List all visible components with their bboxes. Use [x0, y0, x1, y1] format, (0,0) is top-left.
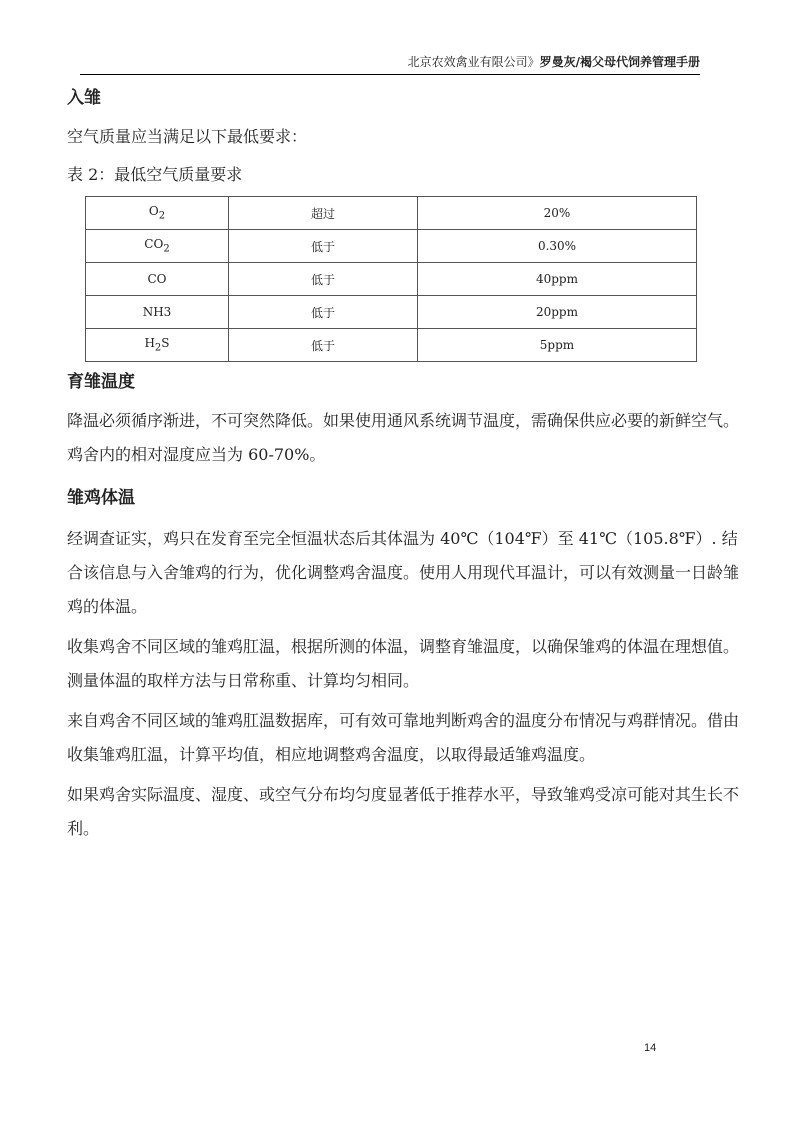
- condition-cell: 低于: [229, 230, 418, 263]
- air-quality-intro: 空气质量应当满足以下最低要求：: [67, 127, 308, 146]
- condition-cell: 低于: [229, 329, 418, 362]
- gas-cell: $H_2S$: [86, 329, 229, 362]
- value-cell: 0.30%: [418, 230, 697, 263]
- page-header: [80, 52, 700, 75]
- condition-cell: 超过: [229, 197, 418, 230]
- table-row: [86, 329, 697, 362]
- table-caption: 表 2：最低空气质量要求: [67, 165, 243, 184]
- table-row: [86, 197, 697, 230]
- body-temp-paragraph: 来自鸡舍不同区域的雏鸡肛温数据库，可有效可靠地判断鸡舍的温度分布情况与鸡群情况。借由收集雏鸡肛温，计算平均值，相应地调整鸡舍温度，以取得最适雏鸡温度。: [67, 711, 740, 764]
- table-row: [86, 263, 697, 296]
- value-cell: 5ppm: [418, 329, 697, 362]
- body-temp-paragraph: 收集鸡舍不同区域的雏鸡肛温，根据所测的体温，调整育雏温度，以确保雏鸡的体温在理想值。测量体温的取样方法与日常称重、计算均匀相同。: [67, 637, 740, 690]
- section-heading-chick-body-temperature: 雏鸡体温: [67, 488, 135, 508]
- section-heading-brooding-temperature: 育雏温度: [67, 372, 135, 392]
- page-number: 14: [644, 1042, 657, 1054]
- gas-cell: CO: [86, 263, 229, 296]
- gas-cell: $O_2$: [86, 197, 229, 230]
- value-cell: 20%: [418, 197, 697, 230]
- body-temp-paragraph: 经调查证实，鸡只在发育至完全恒温状态后其体温为 40℃（104℉）至 41℃（105.8℉）. 结合该信息与入舍雏鸡的行为，优化调整鸡舍温度。使用人用现代耳温计，可以有效测量一日龄雏鸡的体温。: [67, 529, 740, 616]
- body-temp-paragraph: 如果鸡舍实际温度、湿度、或空气分布均匀度显著低于推荐水平，导致雏鸡受凉可能对其生长不利。: [67, 785, 740, 838]
- header-manual-title: 罗曼灰/褐父母代饲养管理手册: [539, 55, 700, 69]
- gas-cell: NH3: [86, 296, 229, 329]
- table-row: [86, 230, 697, 263]
- table-row: [86, 296, 697, 329]
- header-separator: 》: [527, 55, 540, 69]
- section-heading-chick-placement: 入雏: [67, 88, 101, 108]
- gas-cell: $CO_2$: [86, 230, 229, 263]
- condition-cell: 低于: [229, 296, 418, 329]
- air-quality-table: [85, 196, 697, 362]
- value-cell: 20ppm: [418, 296, 697, 329]
- brooding-temperature-text: 降温必须循序渐进，不可突然降低。如果使用通风系统调节温度，需确保供应必要的新鲜空气。鸡舍内的相对湿度应当为 60-70%。: [67, 411, 740, 464]
- page-content: [67, 80, 747, 846]
- condition-cell: 低于: [229, 263, 418, 296]
- value-cell: 40ppm: [418, 263, 697, 296]
- header-company: 北京农效禽业有限公司: [407, 55, 528, 69]
